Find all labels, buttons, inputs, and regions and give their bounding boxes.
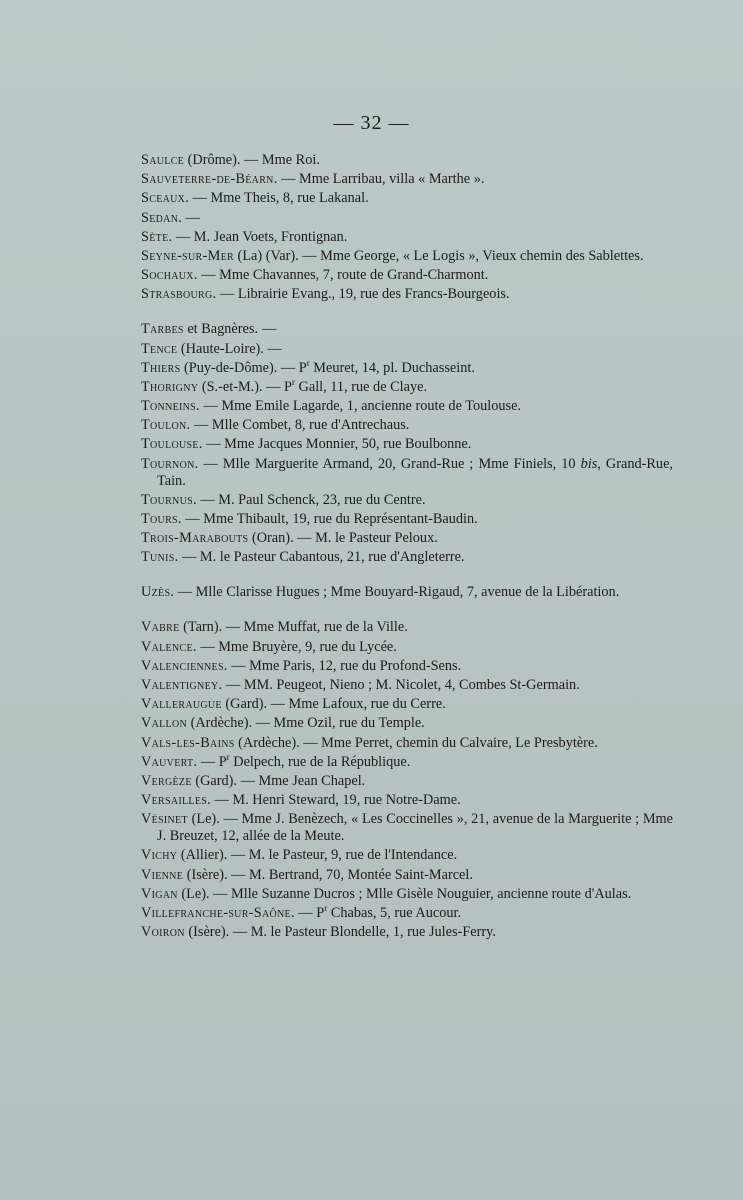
city-name: Vabre	[141, 619, 180, 636]
entry-text: Meuret, 14, pl. Duchasseint.	[309, 359, 475, 376]
entry-text: — M. Jean Voets, Frontignan.	[172, 228, 348, 245]
city-name: Trois-Marabouts	[141, 530, 249, 547]
city-name: Vals-les-Bains	[141, 734, 235, 751]
entry-text: (Allier). — M. le Pasteur, 9, rue de l'Intendance.	[177, 847, 458, 864]
city-name: Strasbourg.	[141, 286, 217, 303]
page-number: — 32 —	[333, 112, 410, 134]
directory-entry	[141, 229, 673, 246]
directory-entry	[141, 286, 673, 303]
directory-entry	[141, 639, 673, 656]
entry-text: (Puy-de-Dôme). — P	[180, 359, 307, 376]
directory-entry	[141, 248, 673, 265]
entry-text: (Haute-Loire). —	[177, 340, 282, 357]
directory-entry	[141, 619, 673, 636]
directory-entry	[141, 715, 673, 732]
directory-entry	[141, 152, 673, 169]
city-name: . —	[254, 321, 277, 338]
city-name: Toulouse.	[141, 436, 203, 453]
city-name: Tournon.	[141, 455, 199, 472]
city-name: Tours.	[141, 511, 182, 527]
entry-text: (S.-et-M.). — P	[198, 378, 292, 395]
directory-entry	[141, 210, 673, 227]
city-name: Vienne	[141, 866, 184, 883]
entry-text: (Le). — Mme J. Benèzech, « Les Coccinelles », 21, avenue de la Marguerite ; Mme J. Breuzet, 12, allée de la Meute.	[157, 811, 673, 845]
entry-text: (Gard). — Mme Lafoux, rue du Cerre.	[221, 696, 446, 713]
city-name: Sète.	[141, 228, 173, 245]
city-name: Valence.	[141, 638, 197, 655]
entry-group	[141, 321, 673, 566]
city-name: Vigan	[141, 885, 178, 902]
city-name: Vésinet	[141, 811, 188, 828]
directory-entry	[141, 456, 673, 490]
title-superscript: r	[226, 751, 230, 762]
title-superscript: r	[291, 377, 295, 388]
directory-entry	[141, 886, 673, 903]
directory-entry	[141, 530, 673, 547]
directory-entry	[141, 584, 673, 601]
directory-entry	[141, 398, 673, 415]
entry-text: — Mme Chavannes, 7, route de Grand-Charmont.	[197, 267, 489, 284]
city-name: Thorigny	[141, 378, 199, 395]
directory-entry	[141, 751, 673, 771]
title-superscript: r	[324, 903, 328, 914]
directory-entry	[141, 696, 673, 713]
entry-text: — MM. Peugeot, Nieno ; M. Nicolet, 4, Combes St-Germain.	[222, 676, 580, 693]
entry-group	[141, 584, 673, 601]
directory-entry	[141, 511, 673, 528]
directory-entry	[141, 924, 673, 941]
directory-entry	[141, 357, 673, 377]
entry-text: — Mme Larribau, villa « Marthe ».	[277, 171, 485, 188]
entry-text: — Mme Paris, 12, rue du Profond-Sens.	[227, 657, 462, 674]
entry-text: Gall, 11, rue de Claye.	[294, 378, 428, 395]
entry-group	[141, 152, 673, 303]
entry-text: — Librairie Evang., 19, rue des Francs-Bourgeois.	[216, 286, 510, 303]
city-name: Tarbes	[141, 321, 184, 338]
entry-text: , Grand-Rue, Tain.	[157, 455, 673, 489]
entry-text: — M. le Pasteur Cabantous, 21, rue d'Angleterre.	[178, 549, 465, 566]
city-name: Vauvert.	[141, 753, 198, 770]
city-name: Uzès.	[141, 584, 175, 601]
entry-text: (Tarn). — Mme Muffat, rue de la Ville.	[179, 619, 408, 636]
entry-text: et	[183, 321, 202, 338]
city-name: Tonneins.	[141, 398, 200, 415]
entry-text: — M. Paul Schenck, 23, rue du Centre.	[196, 491, 426, 508]
city-name: Tunis.	[141, 549, 179, 566]
directory-entry	[141, 267, 673, 284]
directory-entry	[141, 549, 673, 566]
city-name: Villefranche-sur-Saône.	[141, 905, 295, 921]
entry-text: (Isère). — M. Bertrand, 70, Montée Saint-Marcel.	[183, 866, 473, 883]
city-name: Sceaux.	[141, 190, 190, 207]
city-name: Saulce	[141, 152, 185, 168]
entry-text: (Isère). — M. le Pasteur Blondelle, 1, rue Jules-Ferry.	[184, 924, 496, 941]
city-name: Tournus.	[141, 491, 197, 508]
entry-text: — Mme Bruyère, 9, rue du Lycée.	[196, 638, 397, 655]
directory-entry	[141, 492, 673, 509]
directory-entry	[141, 171, 673, 188]
entry-text: — P	[294, 905, 325, 921]
entry-text: — Mme Theis, 8, rue Lakanal.	[189, 190, 369, 207]
city-name: Versailles.	[141, 792, 211, 809]
entry-text: Bagnères	[201, 321, 255, 338]
entry-group	[141, 619, 673, 941]
directory-entry	[141, 417, 673, 434]
city-name: Vichy	[141, 847, 178, 864]
city-name: Valentigney.	[141, 676, 223, 693]
italic-text: bis	[580, 455, 598, 472]
entry-text: — Mlle Clarisse Hugues ; Mme Bouyard-Rigaud, 7, avenue de la Libération.	[174, 584, 620, 601]
city-name: Seyne-sur-Mer	[141, 247, 234, 264]
entry-text: — Mme Jacques Monnier, 50, rue Boulbonne.	[202, 436, 472, 453]
directory-entry	[141, 341, 673, 358]
entry-text: (Oran). — M. le Pasteur Peloux.	[248, 530, 438, 547]
city-name: Voiron	[141, 924, 185, 941]
entry-text: —	[182, 209, 200, 226]
city-name: Sedan.	[141, 209, 183, 226]
entry-text: (Gard). — Mme Jean Chapel.	[191, 772, 366, 789]
directory-entry	[141, 677, 673, 694]
entry-text: — Mme Emile Lagarde, 1, ancienne route de Toulouse.	[199, 398, 522, 415]
city-name: Valenciennes.	[141, 657, 228, 674]
directory-entry	[141, 436, 673, 453]
directory-entry	[141, 321, 673, 338]
address-directory	[141, 152, 673, 943]
entry-text: — Mlle Marguerite Armand, 20, Grand-Rue ; Mme Finiels, 10	[198, 455, 581, 472]
entry-text: (Ardèche). — Mme Perret, chemin du Calvaire, Le Presbytère.	[234, 734, 598, 751]
city-name: Sauveterre-de-Béarn.	[141, 171, 278, 188]
directory-entry	[141, 658, 673, 675]
entry-text: Chabas, 5, rue Aucour.	[327, 905, 462, 921]
city-name: Thiers	[141, 359, 181, 376]
city-name: Valleraugue	[141, 696, 222, 713]
directory-entry	[141, 847, 673, 864]
title-superscript: r	[306, 357, 310, 368]
directory-entry	[141, 379, 673, 396]
entry-text: — M. Henri Steward, 19, rue Notre-Dame.	[210, 792, 461, 809]
entry-text: (Drôme). — Mme Roi.	[184, 152, 320, 168]
city-name: Tence	[141, 340, 178, 357]
entry-text: (La) (Var). — Mme George, « Le Logis », Vieux chemin des Sablettes.	[233, 247, 644, 264]
entry-text: (Le). — Mlle Suzanne Ducros ; Mlle Gisèle Nouguier, ancienne route d'Aulas.	[177, 885, 632, 902]
entry-text: (Ardèche). — Mme Ozil, rue du Temple.	[187, 715, 425, 732]
entry-text: — P	[197, 753, 227, 770]
directory-entry	[141, 735, 673, 752]
entry-text: — Mlle Combet, 8, rue d'Antrechaus.	[190, 417, 410, 434]
entry-text: Delpech, rue de la République.	[229, 753, 411, 770]
city-name: Vallon	[141, 715, 188, 732]
directory-entry	[141, 905, 673, 922]
city-name: Vergèze	[141, 772, 192, 789]
directory-entry	[141, 773, 673, 790]
city-name: Sochaux.	[141, 267, 198, 284]
directory-entry	[141, 792, 673, 809]
directory-entry	[141, 811, 673, 845]
city-name: Toulon.	[141, 417, 191, 434]
directory-entry	[141, 867, 673, 884]
entry-text: — Mme Thibault, 19, rue du Représentant-Baudin.	[181, 511, 478, 527]
directory-entry	[141, 190, 673, 207]
